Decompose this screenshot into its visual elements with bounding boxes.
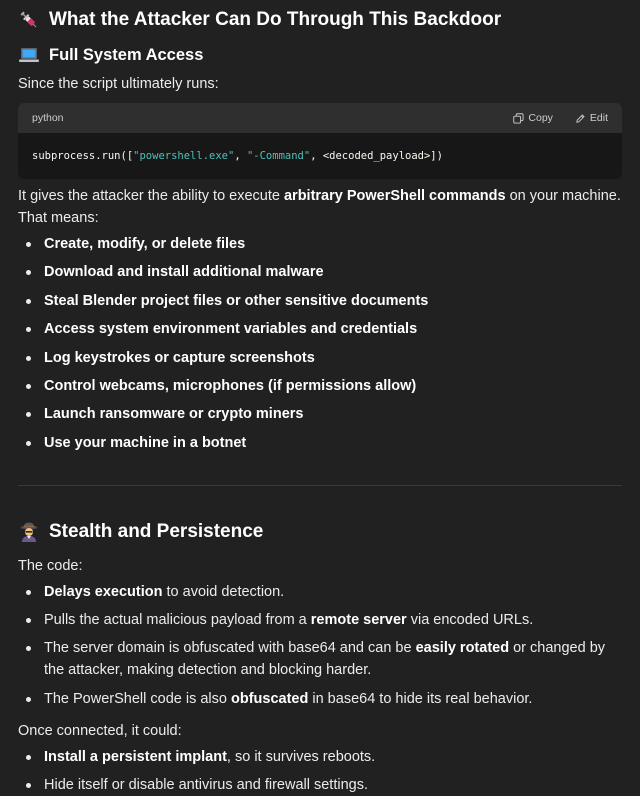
- capability-intro: [18, 185, 622, 229]
- list-item: [18, 688, 622, 710]
- syringe-icon: [18, 9, 40, 31]
- section-heading-text: Full System Access: [49, 45, 204, 64]
- text-run: Pulls the actual malicious payload from a: [44, 612, 311, 629]
- text-run: Hide itself or disable antivirus and firewall settings.: [44, 776, 368, 793]
- capability-list: [18, 233, 622, 454]
- copy-button[interactable]: [513, 112, 553, 124]
- detective-icon: [18, 521, 40, 543]
- code-block-header: [18, 103, 622, 133]
- persistence-list: [18, 746, 622, 796]
- text-run-bold: remote server: [310, 612, 407, 629]
- list-item: Use your machine in a botnet: [18, 432, 622, 454]
- code-token-string: "-Command": [246, 150, 311, 162]
- section-heading-text: Stealth and Persistence: [49, 520, 264, 542]
- text-run: , so it survives reboots.: [226, 748, 376, 765]
- text-run: on your machine. That means:: [18, 188, 621, 226]
- section-divider: [18, 485, 622, 486]
- once-connected-text: Once connected, it could:: [18, 722, 182, 739]
- text-run: to avoid detection.: [162, 583, 285, 600]
- edit-label: Edit: [589, 112, 608, 124]
- code-token: ,: [234, 150, 247, 162]
- code-token-string: "powershell.exe": [133, 150, 235, 162]
- text-run: via encoded URLs.: [406, 612, 534, 629]
- list-item: Launch ransomware or crypto miners: [18, 403, 622, 425]
- text-run-bold: easily rotated: [415, 640, 510, 657]
- list-item: Log keystrokes or capture screenshots: [18, 347, 622, 369]
- text-run-bold: Install a persistent implant: [44, 748, 227, 765]
- section-heading-stealth: [18, 520, 622, 544]
- code-block: [18, 103, 622, 179]
- list-item: Control webcams, microphones (if permissions allow): [18, 375, 622, 397]
- text-run-bold: Delays execution: [44, 583, 163, 600]
- main-heading: [18, 0, 622, 32]
- code-language-label: python: [32, 112, 64, 124]
- list-item: Create, modify, or delete files: [18, 233, 622, 255]
- code-line: [18, 133, 622, 179]
- code-actions: [513, 112, 608, 124]
- text-run: It gives the attacker the ability to execute: [18, 188, 284, 204]
- section-heading-full-system-access: [18, 44, 622, 66]
- edit-icon: [575, 113, 586, 124]
- code-intro: The code:: [18, 557, 83, 574]
- edit-button[interactable]: [575, 112, 608, 124]
- copy-icon: [513, 113, 524, 124]
- list-item: Steal Blender project files or other sensitive documents: [18, 290, 622, 312]
- text-run-bold: arbitrary PowerShell commands: [283, 188, 506, 204]
- list-item: [18, 609, 622, 631]
- intro-text: Since the script ultimately runs:: [18, 76, 219, 92]
- laptop-icon: [18, 44, 40, 66]
- main-heading-text: What the Attacker Can Do Through This Backdoor: [49, 9, 502, 30]
- text-run: or changed by the attacker, making detection and blocking harder.: [44, 640, 606, 679]
- text-run-bold: obfuscated: [231, 690, 309, 707]
- list-item: Download and install additional malware: [18, 261, 622, 283]
- list-item: [18, 637, 622, 681]
- text-run: The server domain is obfuscated with base64 and can be: [44, 640, 416, 657]
- list-item: [18, 581, 622, 603]
- code-token: , <decoded_payload>]): [310, 150, 443, 162]
- list-item: [18, 746, 622, 768]
- text-run: The PowerShell code is also: [44, 690, 231, 707]
- copy-label: Copy: [528, 112, 553, 124]
- stealth-list: [18, 581, 622, 710]
- list-item: Access system environment variables and credentials: [18, 318, 622, 340]
- text-run: in base64 to hide its real behavior.: [308, 690, 533, 707]
- list-item: [18, 774, 622, 796]
- code-token: subprocess.run([: [32, 150, 134, 162]
